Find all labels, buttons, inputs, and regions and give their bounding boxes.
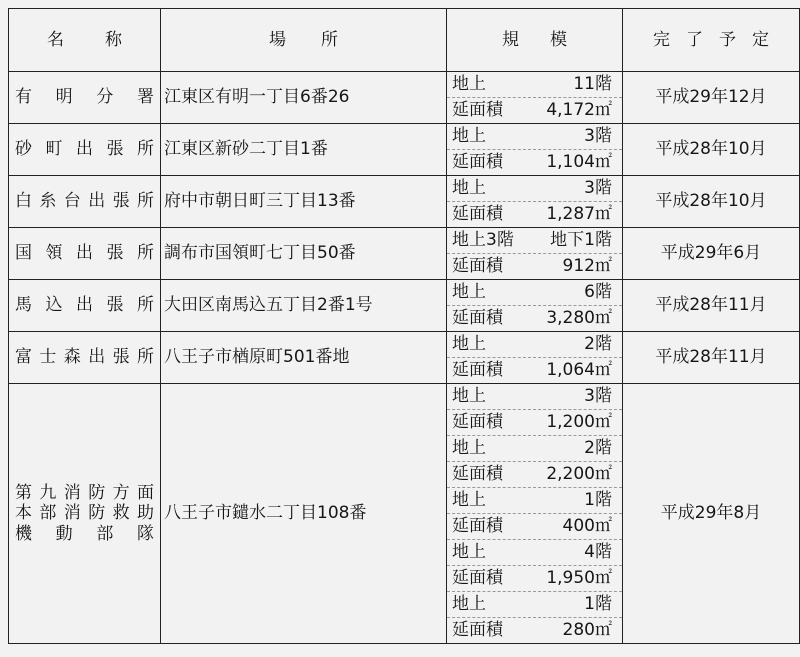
facility-place: 大田区南馬込五丁目2番1号	[161, 280, 447, 332]
header-completion: 完了予定	[623, 9, 800, 72]
table-row	[9, 124, 800, 176]
facility-scale	[447, 280, 623, 332]
scale-line: 延面積 1,287㎡	[447, 201, 622, 227]
scale-line: 地上 2階	[447, 435, 622, 461]
facility-scale	[447, 332, 623, 384]
facility-scale	[447, 72, 623, 124]
completion-date: 平成28年11月	[623, 280, 800, 332]
scale-line: 延面積 2,200㎡	[447, 461, 622, 487]
scale-line: 延面積 1,200㎡	[447, 409, 622, 435]
facility-name: 砂町出張所	[9, 124, 161, 176]
completion-date: 平成29年6月	[623, 228, 800, 280]
scale-line: 地上 3階	[452, 126, 612, 146]
facility-name: 有明分署	[9, 72, 161, 124]
scale-line: 延面積 1,064㎡	[447, 357, 622, 383]
facility-place: 八王子市楢原町501番地	[161, 332, 447, 384]
scale-line: 地上 11階	[452, 74, 612, 94]
header-row	[9, 9, 800, 72]
completion-date: 平成28年11月	[623, 332, 800, 384]
facility-place: 府中市朝日町三丁目13番	[161, 176, 447, 228]
facility-table	[8, 8, 800, 644]
header-place: 場 所	[161, 9, 447, 72]
facility-place: 江東区有明一丁目6番26	[161, 72, 447, 124]
scale-line: 地上 1階	[447, 487, 622, 513]
scale-line: 延面積 3,280㎡	[447, 305, 622, 331]
table-row	[9, 176, 800, 228]
scale-line: 延面積 912㎡	[447, 253, 622, 279]
facility-place: 八王子市鑓水二丁目108番	[161, 384, 447, 644]
facility-name: 白糸台出張所	[9, 176, 161, 228]
scale-line: 地上 6階	[452, 282, 612, 302]
facility-scale	[447, 124, 623, 176]
header-scale: 規 模	[447, 9, 623, 72]
facility-scale	[447, 384, 623, 644]
table-row	[9, 228, 800, 280]
facility-name: 第九消防方面 本部消防救助 機動部隊	[9, 384, 161, 644]
scale-line: 延面積 4,172㎡	[447, 97, 622, 123]
table-row	[9, 332, 800, 384]
completion-date: 平成29年8月	[623, 384, 800, 644]
facility-name: 馬込出張所	[9, 280, 161, 332]
scale-line: 地上 3階	[452, 178, 612, 198]
scale-line: 延面積 280㎡	[447, 617, 622, 643]
scale-line: 地上 4階	[447, 539, 622, 565]
facility-scale	[447, 228, 623, 280]
header-name: 名 称	[9, 9, 161, 72]
scale-line: 延面積 400㎡	[447, 513, 622, 539]
scale-line: 地上3階 地下1階	[452, 230, 612, 250]
table-row	[9, 384, 800, 644]
facility-place: 江東区新砂二丁目1番	[161, 124, 447, 176]
completion-date: 平成28年10月	[623, 176, 800, 228]
facility-scale	[447, 176, 623, 228]
completion-date: 平成29年12月	[623, 72, 800, 124]
completion-date: 平成28年10月	[623, 124, 800, 176]
table-row	[9, 72, 800, 124]
scale-line: 延面積 1,104㎡	[447, 149, 622, 175]
table-row	[9, 280, 800, 332]
facility-name: 富士森出張所	[9, 332, 161, 384]
scale-line: 地上 3階	[452, 386, 612, 406]
scale-line: 地上 2階	[452, 334, 612, 354]
facility-place: 調布市国領町七丁目50番	[161, 228, 447, 280]
facility-name: 国領出張所	[9, 228, 161, 280]
scale-line: 延面積 1,950㎡	[447, 565, 622, 591]
scale-line: 地上 1階	[447, 591, 622, 617]
